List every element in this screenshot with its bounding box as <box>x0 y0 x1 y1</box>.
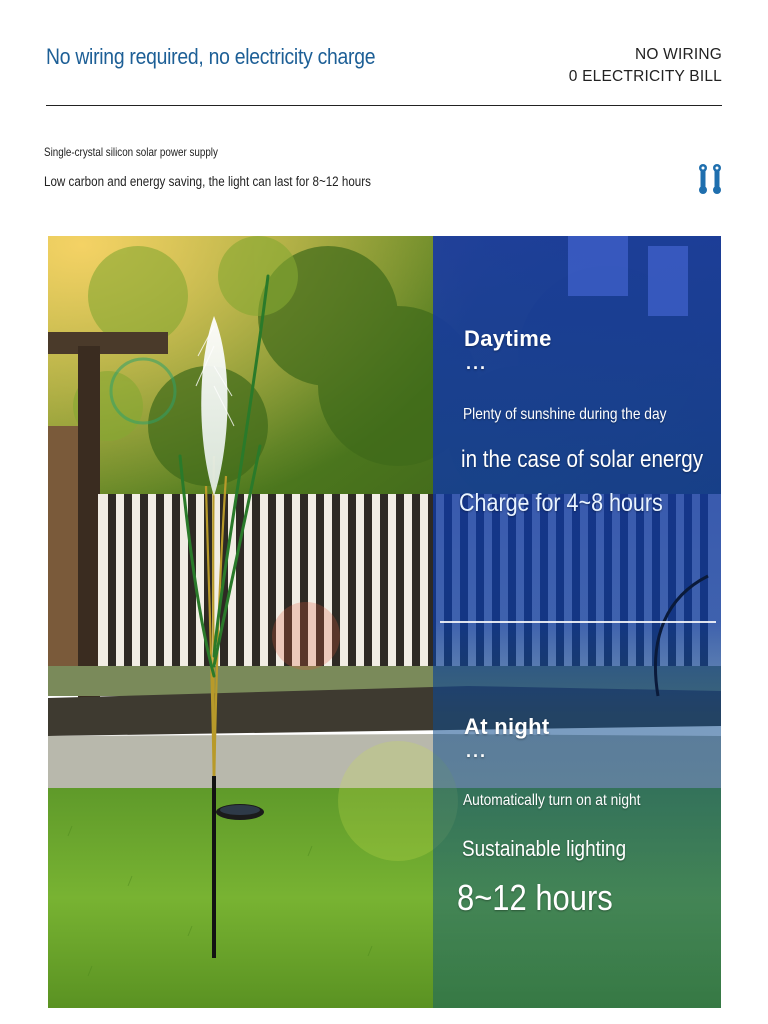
pause-icon <box>696 163 724 195</box>
daytime-line-1: Plenty of sunshine during the day <box>463 406 667 423</box>
daytime-dots: ··· <box>466 358 487 378</box>
daytime-line-3: Charge for 4~8 hours <box>459 489 663 517</box>
page-headline: No wiring required, no electricity charge <box>46 44 376 69</box>
daytime-title: Daytime <box>464 326 552 351</box>
night-title: At night <box>464 714 550 739</box>
header-divider <box>46 105 722 106</box>
feature-tag-line-1: NO WIRING <box>634 46 722 63</box>
intro-line-2: Low carbon and energy saving, the light can last for 8~12 hours <box>44 174 371 189</box>
night-line-2: Sustainable lighting <box>462 836 627 861</box>
night-line-1: Automatically turn on at night <box>463 792 641 809</box>
intro-line-1: Single-crystal silicon solar power supply <box>44 145 218 159</box>
night-line-3: 8~12 hours <box>457 877 613 918</box>
section-divider <box>440 621 716 623</box>
feature-tag-line-2: 0 ELECTRICITY BILL <box>568 68 722 85</box>
daytime-line-2: in the case of solar energy <box>461 446 704 473</box>
night-dots: ··· <box>466 746 487 766</box>
product-photo <box>48 236 721 1008</box>
feature-tag <box>569 44 722 88</box>
